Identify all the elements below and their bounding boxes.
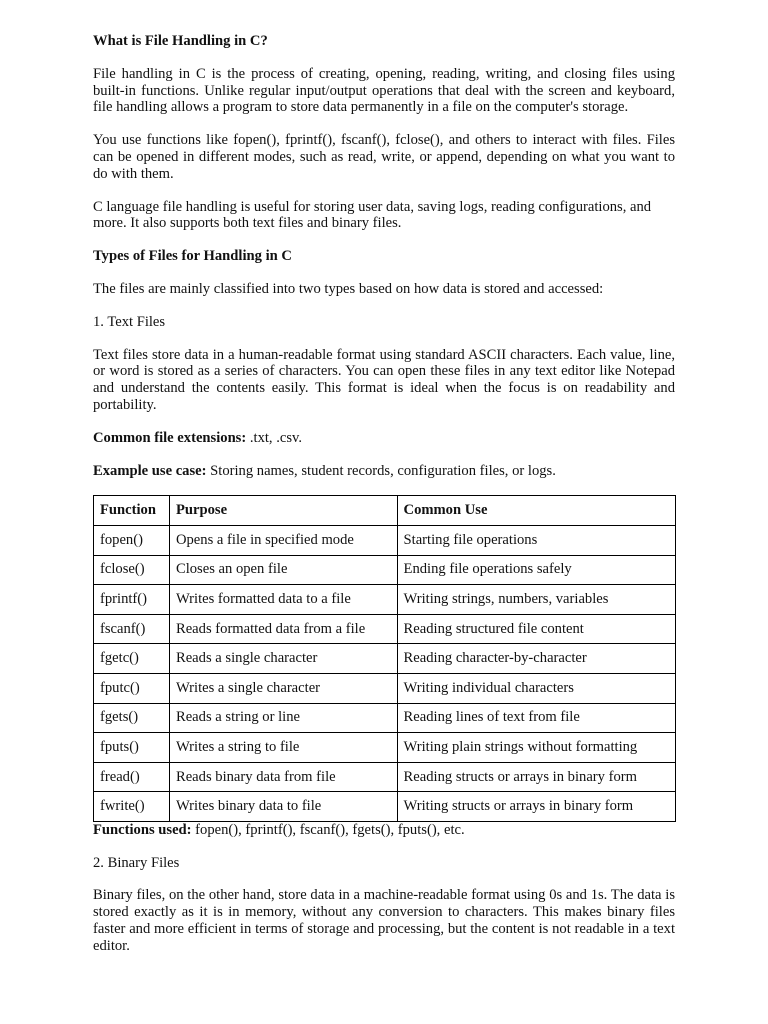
table-cell-purpose: Writes a string to file — [169, 733, 397, 763]
table-cell-function: fread() — [94, 762, 170, 792]
paragraph-text-files: Text files store data in a human-readable format using standard ASCII characters. Each value, line, or word is stored as a series of characters. You can open these files in any text editor like Notepad and understand the contents easily. This format is ideal when the focus is on readability and portability. — [93, 346, 675, 413]
table-cell-function: fclose() — [94, 555, 170, 585]
subheading-binary-files: 2. Binary Files — [93, 854, 180, 871]
paragraph-usefulness: C language file handling is useful for storing user data, saving logs, reading configurations, and more. It also supports both text files and binary files. — [93, 198, 652, 232]
table-row — [94, 703, 676, 733]
table-header-purpose: Purpose — [169, 496, 397, 526]
example-use-case-line — [93, 463, 675, 480]
table-cell-common-use: Reading structs or arrays in binary form — [397, 762, 675, 792]
functions-used-value: fopen(), fprintf(), fscanf(), fgets(), fputs(), etc. — [191, 821, 465, 838]
example-use-case-value: Storing names, student records, configuration files, or logs. — [206, 462, 556, 479]
table-cell-purpose: Closes an open file — [169, 555, 397, 585]
table-cell-function: fwrite() — [94, 792, 170, 822]
table-cell-common-use: Writing structs or arrays in binary form — [397, 792, 675, 822]
table-row — [94, 762, 676, 792]
common-extensions-line — [93, 430, 675, 447]
table-cell-common-use: Reading structured file content — [397, 614, 675, 644]
paragraph-intro: File handling in C is the process of creating, opening, reading, writing, and closing files using built-in functions. Unlike regular input/output operations that deal with the screen and keyboard, file handling allows a program to store data permanently in a file on the computer's storage. — [93, 65, 675, 116]
example-use-case-label: Example use case: — [93, 462, 207, 479]
table-row — [94, 673, 676, 703]
table-cell-function: fputs() — [94, 733, 170, 763]
table-cell-function: fscanf() — [94, 614, 170, 644]
table-cell-common-use: Reading character-by-character — [397, 644, 675, 674]
paragraph-binary-files: Binary files, on the other hand, store data in a machine-readable format using 0s and 1s. The data is stored exactly as it is in memory, without any conversion to characters. This makes binary files faster and more efficient in terms of storage and processing, but the content is not readable in a text editor. — [93, 887, 675, 954]
table-row — [94, 555, 676, 585]
table-header-row — [94, 496, 676, 526]
table-cell-purpose: Reads formatted data from a file — [169, 614, 397, 644]
table-cell-common-use: Writing strings, numbers, variables — [397, 585, 675, 615]
table-cell-common-use: Reading lines of text from file — [397, 703, 675, 733]
table-cell-function: fgets() — [94, 703, 170, 733]
table-cell-function: fopen() — [94, 525, 170, 555]
table-cell-common-use: Ending file operations safely — [397, 555, 675, 585]
document-page — [93, 33, 675, 971]
table-cell-function: fprintf() — [94, 585, 170, 615]
table-cell-common-use: Writing plain strings without formatting — [397, 733, 675, 763]
paragraph-functions: You use functions like fopen(), fprintf(), fscanf(), fclose(), and others to interact with files. Files can be opened in different modes, such as read, write, or append, depending on what you want to do with them. — [93, 132, 675, 182]
table-cell-purpose: Writes formatted data to a file — [169, 585, 397, 615]
table-cell-common-use: Starting file operations — [397, 525, 675, 555]
table-cell-purpose: Reads a string or line — [169, 703, 397, 733]
table-cell-purpose: Writes a single character — [169, 673, 397, 703]
table-cell-purpose: Writes binary data to file — [169, 792, 397, 822]
table-cell-purpose: Reads a single character — [169, 644, 397, 674]
table-header-function: Function — [94, 496, 170, 526]
paragraph-types-intro: The files are mainly classified into two types based on how data is stored and accessed: — [93, 280, 604, 297]
table-row — [94, 585, 676, 615]
functions-table — [93, 495, 676, 822]
common-extensions-value: .txt, .csv. — [246, 429, 303, 446]
functions-used-label: Functions used: — [93, 821, 192, 838]
table-row — [94, 614, 676, 644]
table-row — [94, 792, 676, 822]
section-heading-file-handling: What is File Handling in C? — [93, 33, 268, 49]
table-cell-purpose: Opens a file in specified mode — [169, 525, 397, 555]
table-cell-function: fgetc() — [94, 644, 170, 674]
section-heading-file-types: Types of Files for Handling in C — [93, 248, 292, 265]
table-header-common-use: Common Use — [397, 496, 675, 526]
table-row — [94, 525, 676, 555]
table-cell-purpose: Reads binary data from file — [169, 762, 397, 792]
common-extensions-label: Common file extensions: — [93, 429, 247, 446]
table-row — [94, 733, 676, 763]
functions-used-line — [93, 822, 675, 839]
table-row — [94, 644, 676, 674]
table-cell-common-use: Writing individual characters — [397, 673, 675, 703]
subheading-text-files: 1. Text Files — [93, 313, 166, 330]
table-cell-function: fputc() — [94, 673, 170, 703]
